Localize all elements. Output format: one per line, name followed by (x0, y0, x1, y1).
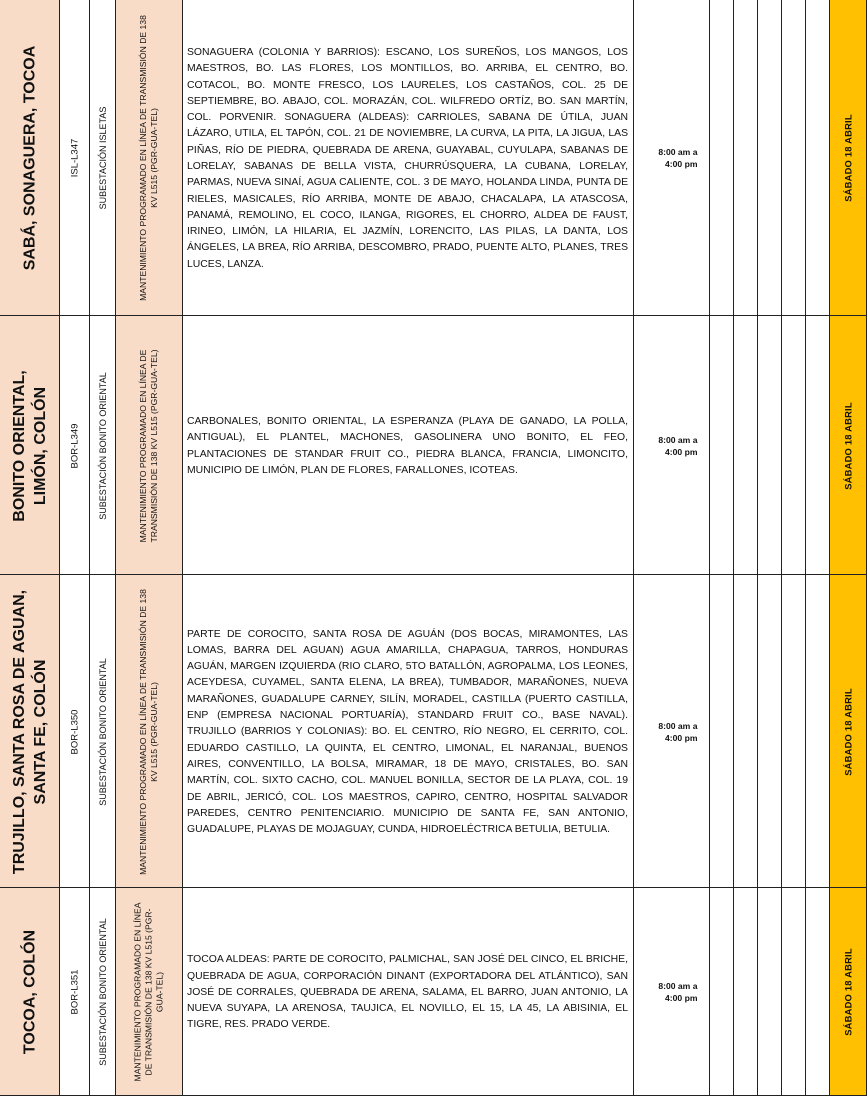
substation-name-cell (90, 316, 116, 575)
empty-cell (782, 316, 806, 575)
schedule-row (0, 888, 867, 1096)
empty-cell (806, 316, 830, 575)
zone-name-cell (0, 888, 60, 1096)
substation-name-cell (90, 888, 116, 1096)
schedule-row (0, 575, 867, 888)
line-code: ISL-L347 (69, 138, 80, 178)
empty-cell (782, 0, 806, 316)
empty-cell (806, 575, 830, 888)
substation-name-cell (90, 575, 116, 888)
maintenance-description-cell (116, 316, 183, 575)
outage-time: 8:00 am a 4:00 pm (658, 720, 698, 743)
affected-areas-cell (183, 888, 634, 1096)
substation-name: SUBESTACIÓN BONITO ORIENTAL (97, 918, 108, 1066)
line-code: BOR-L350 (69, 709, 80, 754)
outage-day: SÁBADO 18 ABRIL (842, 687, 854, 776)
schedule-row (0, 316, 867, 575)
maintenance-description: MANTENIMIENTO PROGRAMADO EN LÍNEA DE TRANSMISIÓN DE 138 KV L515 (PGR-GUA-TEL) (138, 15, 159, 301)
outage-time-cell (634, 316, 710, 575)
outage-day: SÁBADO 18 ABRIL (842, 948, 854, 1036)
line-code-cell (60, 575, 90, 888)
maintenance-description: MANTENIMIENTO PROGRAMADO EN LÍNEA DE TRANSMISIÓN DE 138 KV L515 (PGR-GUA-TEL) (138, 349, 159, 542)
maintenance-description-cell (116, 888, 183, 1096)
empty-cell (710, 888, 734, 1096)
outage-time: 8:00 am a 4:00 pm (658, 981, 698, 1003)
outage-time: 8:00 am a 4:00 pm (658, 434, 698, 457)
outage-time: 8:00 am a 4:00 pm (658, 147, 698, 169)
affected-areas: CARBONALES, BONITO ORIENTAL, LA ESPERANZA (PLAYA DE GANADO, LA POLLA, ANTIGUAL), EL PLANTEL, MACHONES, GASOLINERA UNO BONITO, EL FEO, PLANTACIONES DE STANDAR FRUIT CO., PIEDRA BLANCA, FRANCIA, LIMONCITO, MUNICIPIO DE LIMÓN, PLAN DE FLORES, FARALLONES, ICOTEAS. (187, 415, 628, 476)
empty-cell (758, 888, 782, 1096)
empty-cell (782, 575, 806, 888)
zone-name: SABÁ, SONAGUERA, TOCOA (21, 45, 38, 271)
outage-day-cell (830, 575, 867, 888)
zone-name-cell (0, 0, 60, 316)
affected-areas: SONAGUERA (COLONIA Y BARRIOS): ESCANO, LOS SUREÑOS, LOS MANGOS, LOS MAESTROS, BO. LAS FLORES, LOS MONTILLOS, BO. ARRIBA, EL CENTRO, BO. COTACOL, BO. MONTE FRESCO, LOS LAURELES, LOS CASTAÑOS, COL. 25 DE SEPTIEMBRE, BO. ABAJO, COL. MORAZÁN, COL. WILFREDO ORTÍZ, BO. SAN MARTÍN, COL. PORVENIR. SONAGUERA (ALDEAS): CARRIOLES, SABANA DE ÚTILA, JUAN LÁZARO, UTILA, EL TAPÓN, COL. 21 DE NOVIEMBRE, LA CURVA, LA PITA, LA JIGUA, LAS PIÑAS, RÍO DE PIEDRA, QUEBRADA DE ARENA, GUAYABAL, CUYULAPA, SABANAS DE LORELAY, SABANAS DE BELLA VISTA, CHURRÚSQUERA, LA CUBANA, LORELAY, PARMAS, NUEVA SINAÍ, AGUA CALIENTE, COL. 3 DE MAYO, HOLANDA LINDA, PUNTA DE RIELES, MASICALES, RÍO ARRIBA, MONTE DE ABAJO, CHACALAPA, LA ATASCOSA, PANAMÁ, REMOLINO, EL COCO, ILANGA, RIGORES, EL CHORRO, ALDEA DE FAUST, IRINEO, LIMÓN, LA HILARIA, EL JAZMÍN, LORENCITO, LAS PILAS, LA DANTA, LOS ÁNGELES, LA BREA, RÍO ARRIBA, DESCOMBRO, PRADO, PUENTE ALTO, PLANES, TRES LUCES, LANZA. (187, 46, 628, 270)
empty-cell (734, 0, 758, 316)
zone-name-cell (0, 575, 60, 888)
line-code-cell (60, 316, 90, 575)
empty-cell (734, 575, 758, 888)
substation-name: SUBESTACIÓN BONITO ORIENTAL (97, 657, 108, 806)
affected-areas: TOCOA ALDEAS: PARTE DE COROCITO, PALMICHAL, SAN JOSÉ DEL CINCO, EL BRICHE, QUEBRADA DE AGUA, CORPORACIÓN DINANT (EXPORTADORA DEL ATLÁNTICO), SAN JOSÉ DE CORRALES, QUEBRADA DE ARENA, SALAMA, EL BARRO, JUAN ANTONIO, LA NUEVA SUYAPA, LA ARENOSA, TAUJICA, EL NOVILLO, EL 15, LA 45, LA ABISINIA, EL TIGRE, RES. PRADO VERDE. (187, 954, 628, 1031)
empty-cell (734, 888, 758, 1096)
zone-name: BONITO ORIENTAL, LIMÓN, COLÓN (10, 369, 49, 522)
substation-name: SUBESTACIÓN ISLETAS (97, 106, 108, 210)
outage-day: SÁBADO 18 ABRIL (842, 114, 854, 202)
empty-cell (758, 575, 782, 888)
outage-day-cell (830, 316, 867, 575)
schedule-row (0, 0, 867, 316)
affected-areas-cell (183, 0, 634, 316)
maintenance-description: MANTENIMIENTO PROGRAMADO EN LÍNEA DE TRANSMISIÓN DE 138 KV L515 (PGR- GUA-TEL) (132, 902, 165, 1082)
affected-areas-cell (183, 316, 634, 575)
outage-day-cell (830, 0, 867, 316)
zone-name: TRUJILLO, SANTA ROSA DE AGUAN, SANTA FE, COLÓN (10, 589, 49, 874)
outage-day: SÁBADO 18 ABRIL (842, 401, 854, 490)
zone-name-cell (0, 316, 60, 575)
empty-cell (710, 575, 734, 888)
line-code-cell (60, 0, 90, 316)
maintenance-description-cell (116, 575, 183, 888)
maintenance-description-cell (116, 0, 183, 316)
empty-cell (758, 316, 782, 575)
outage-day-cell (830, 888, 867, 1096)
outage-time-cell (634, 888, 710, 1096)
maintenance-description: MANTENIMIENTO PROGRAMADO EN LÍNEA DE TRANSMISIÓN DE 138 KV L515 (PGR-GUA-TEL) (138, 588, 159, 875)
line-code: BOR-L351 (69, 969, 80, 1015)
substation-name: SUBESTACIÓN BONITO ORIENTAL (97, 371, 108, 520)
affected-areas-cell (183, 575, 634, 888)
empty-cell (806, 0, 830, 316)
substation-name-cell (90, 0, 116, 316)
empty-cell (710, 316, 734, 575)
outage-time-cell (634, 0, 710, 316)
empty-cell (710, 0, 734, 316)
affected-areas: PARTE DE COROCITO, SANTA ROSA DE AGUÁN (DOS BOCAS, MIRAMONTES, LAS LOMAS, BARRA DEL AGUAN) AGUA AMARILLA, CHAPAGUA, TARROS, HONDURAS AGUÁN, MARGEN IZQUIERDA (RIO CLARO, 5TO BATALLÓN, AGROPALMA, LOS LEONES, ACEYDESA, CUYAMEL, SANTA ELENA, LA BREA), TUMBADOR, MARAÑONES, NUEVA MARAÑONES, GUADALUPE CARNEY, SILÍN, MORADEL, CASTILLA (PUERTO CASTILLA, ENP (EMPRESA NACIONAL PORTUARÍA), STANDARD FRUIT CO., BASE NAVAL). TRUJILLO (BARRIOS Y COLONIAS): BO. EL CENTRO, RÍO NEGRO, EL CERRITO, COL. EDUARDO CASTILLO, LA QUINTA, EL CENTRO, LIMONAL, EL NARANJAL, BUENOS AIRES, CONVENTILLO, LA BOLSA, MIRAMAR, 18 DE MAYO, CRISTALES, BO. SAN MARTÍN, COL. SIXTO CACHO, COL. MANUEL BONILLA, SECTOR DE LA PLAYA, COL. 19 DE ABRIL, JERICÓ, COL. LOS MAESTROS, CAPIRO, CENTRO, HOSPITAL SALVADOR PAREDES, CENTRO PENITENCIARIO. MUNICIPIO DE SANTA FE, SAN ANTONIO, GUADALUPE, PLAYAS DE MOJAGUAY, CUNDA, HIDROELÉCTRICA BETULIA, BETULIA. (187, 628, 628, 836)
empty-cell (758, 0, 782, 316)
outage-time-cell (634, 575, 710, 888)
empty-cell (806, 888, 830, 1096)
line-code: BOR-L349 (69, 423, 80, 468)
empty-cell (782, 888, 806, 1096)
line-code-cell (60, 888, 90, 1096)
empty-cell (734, 316, 758, 575)
zone-name: TOCOA, COLÓN (21, 929, 38, 1055)
